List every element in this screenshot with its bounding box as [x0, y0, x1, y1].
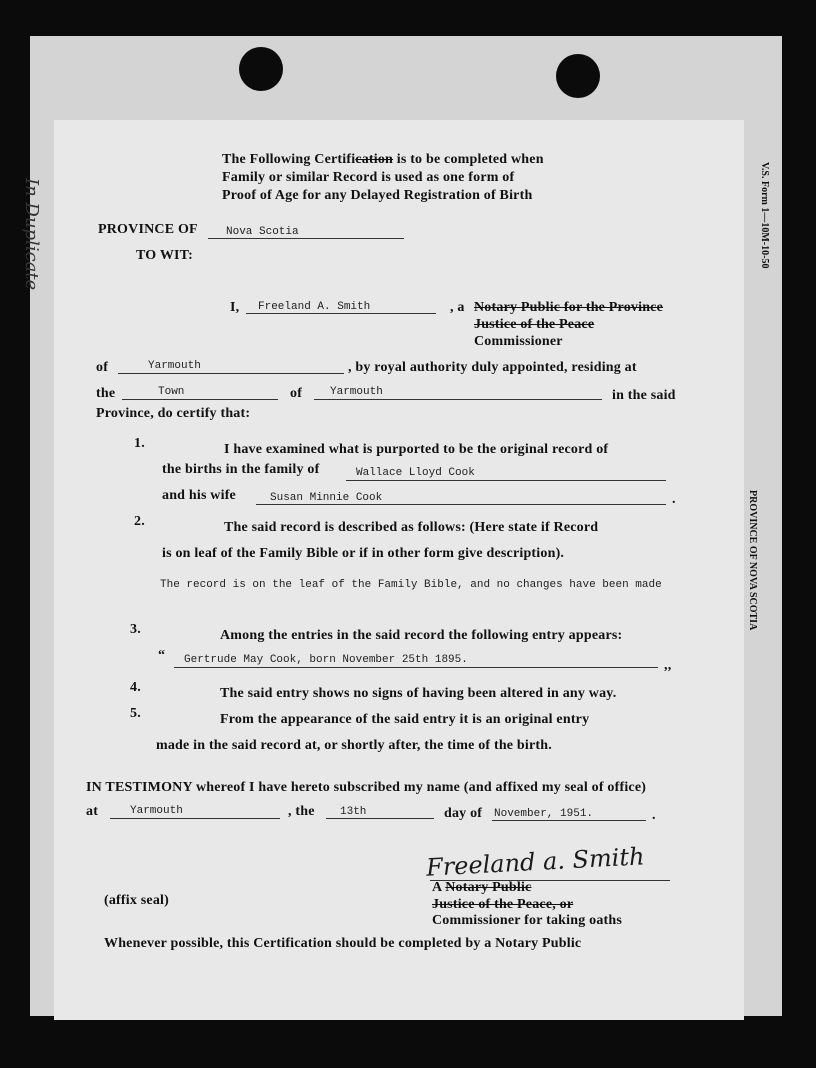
item-1-text: I have examined what is purported to be the original record of — [224, 442, 609, 457]
item-5-text: From the appearance of the said entry it is an original entry — [220, 712, 590, 727]
signoff-justice-struck: Justice of the Peace, or — [432, 897, 574, 912]
testimony-day: 13th — [340, 806, 367, 818]
testimony-at: at — [86, 804, 99, 819]
the-line-1 — [122, 399, 278, 400]
item-3-text: Among the entries in the said record the following entry appears: — [220, 628, 623, 643]
the-value-2: Yarmouth — [330, 386, 383, 398]
testimony-place-line — [110, 818, 280, 819]
item-1-wife-value: Susan Minnie Cook — [270, 492, 383, 504]
footer-note: Whenever possible, this Certification should be completed by a Notary Public — [104, 936, 582, 951]
the-label: the — [96, 386, 116, 401]
item-1-wife-label: and his wife — [162, 488, 236, 503]
the-text: in the said — [612, 388, 676, 403]
signoff-a: A Notary Public — [432, 880, 532, 895]
item-5-number: 5. — [130, 706, 141, 721]
testimony-day-of: day of — [444, 806, 483, 821]
testimony-month-line — [492, 820, 646, 821]
item-5-text-2: made in the said record at, or shortly after, the time of the birth. — [156, 738, 552, 753]
declarant-prefix: I, — [230, 300, 240, 315]
of-text: , by royal authority duly appointed, residing at — [348, 360, 637, 375]
item-2-text-2: is on leaf of the Family Bible or if in other form give description). — [162, 546, 565, 561]
form-number: V.S. Form 1—10M-10-50 — [759, 162, 770, 269]
testimony-end: . — [652, 808, 656, 823]
province-value: Nova Scotia — [226, 226, 299, 238]
item-1-number: 1. — [134, 436, 145, 451]
testimony-month-year: November, 1951. — [494, 808, 594, 820]
item-3-close-quote: ,, — [664, 658, 672, 673]
declarant-a: , a — [450, 300, 465, 315]
affix-seal: (affix seal) — [104, 893, 169, 908]
of-label: of — [96, 360, 109, 375]
item-2-value: The record is on the leaf of the Family Bible, and no changes have been made — [160, 579, 662, 591]
item-1-wife-line — [256, 504, 666, 505]
testimony-day-line — [326, 818, 434, 819]
item-1-family-value: Wallace Lloyd Cook — [356, 467, 475, 479]
item-3-open-quote: “ — [158, 648, 166, 663]
testimony-place: Yarmouth — [130, 805, 183, 817]
testimony-the: , the — [288, 804, 315, 819]
side-title: PROVINCE OF NOVA SCOTIA — [747, 490, 758, 631]
item-4-text: The said entry shows no signs of having been altered in any way. — [220, 686, 617, 701]
province-line — [208, 238, 404, 239]
item-1-family-label: the births in the family of — [162, 462, 320, 477]
item-2-number: 2. — [134, 514, 145, 529]
heading-line-3: Proof of Age for any Delayed Registration of Birth — [222, 188, 533, 203]
item-3-number: 3. — [130, 622, 141, 637]
item-3-line — [174, 667, 658, 668]
punch-hole — [556, 54, 600, 98]
province-label: PROVINCE OF — [98, 222, 198, 237]
declarant-name: Freeland A. Smith — [258, 301, 371, 313]
signoff-commissioner: Commissioner for taking oaths — [432, 913, 623, 928]
the-of: of — [290, 386, 303, 401]
item-2-text: The said record is described as follows: (Here state if Record — [224, 520, 599, 535]
of-line — [118, 373, 344, 374]
heading-line-1: The Following Certification is to be completed when — [222, 152, 544, 167]
title-notary-struck: Notary Public for the Province — [474, 300, 664, 315]
of-value: Yarmouth — [148, 360, 201, 372]
declarant-line — [246, 313, 436, 314]
province-certify: Province, do certify that: — [96, 406, 251, 421]
title-commissioner: Commissioner — [474, 334, 563, 349]
title-justice-struck: Justice of the Peace — [474, 317, 595, 332]
signature-image: Freeland a. Smith — [425, 842, 646, 882]
item-1-family-line — [346, 480, 666, 481]
margin-note: In Duplicate — [21, 178, 42, 291]
the-value-1: Town — [158, 386, 185, 398]
to-wit: TO WIT: — [136, 248, 194, 263]
item-1-end: . — [672, 492, 676, 507]
punch-hole — [239, 47, 283, 91]
item-3-value: Gertrude May Cook, born November 25th 1895. — [184, 654, 468, 666]
heading-line-2: Family or similar Record is used as one form of — [222, 170, 515, 185]
testimony-text: IN TESTIMONY whereof I have hereto subscribed my name (and affixed my seal of office) — [86, 780, 647, 795]
item-4-number: 4. — [130, 680, 141, 695]
the-line-2 — [314, 399, 602, 400]
